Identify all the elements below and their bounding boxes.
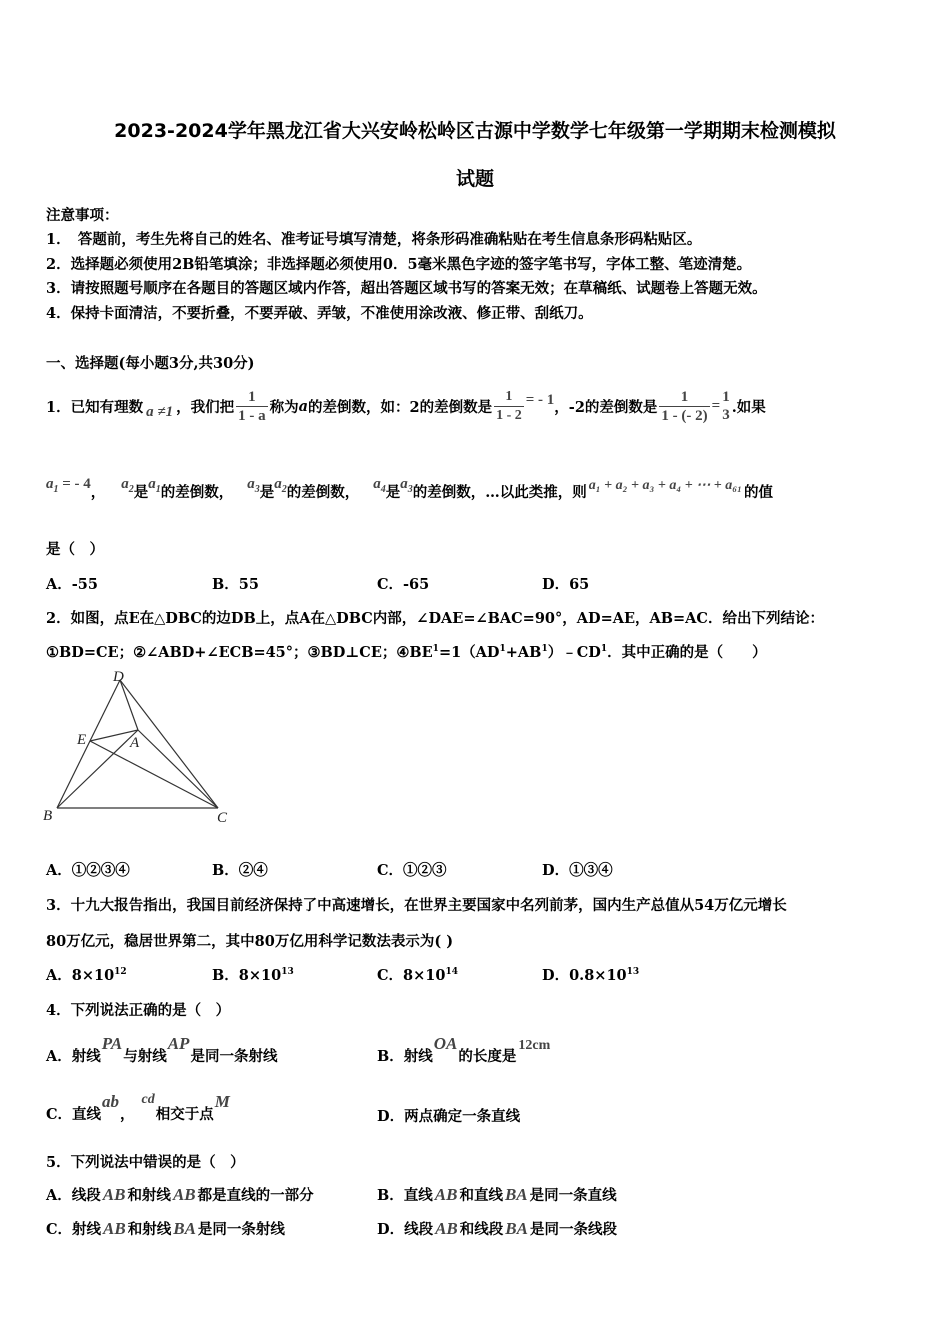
math-value: 12cm [518, 1038, 551, 1053]
math-var: a [400, 475, 408, 492]
notice-item: 1． 答题前，考生先将自己的姓名、准考证号填写清楚，将条形码准确粘贴在考生信息条形码粘贴区。 [46, 231, 702, 248]
q5-text: D．线段 [377, 1221, 434, 1238]
fraction-numerator: 1 [722, 389, 730, 405]
q1-eq: = - 1 [525, 391, 555, 408]
line-DA [120, 680, 138, 730]
option-label: D．0.8×10 [542, 967, 627, 984]
q4-text: 与射线 [123, 1048, 167, 1065]
math-var: PA [101, 1034, 123, 1053]
label-C: C [217, 810, 228, 826]
line-AC [138, 730, 218, 808]
label-E: E [77, 732, 87, 748]
q4-option-b [377, 1034, 550, 1066]
q5-option-b [377, 1184, 617, 1205]
q3-option-d [542, 964, 639, 985]
fraction-denominator: 1 - (- 2) [661, 407, 708, 424]
line-BA [57, 730, 138, 808]
q5-text: 都是直线的一部分 [197, 1187, 314, 1204]
q5-text: 是同一条直线 [529, 1187, 617, 1204]
q4-option-d: D．两点确定一条直线 [377, 1108, 521, 1125]
math-var: OA [433, 1034, 458, 1053]
q2-option-a: A．①②③④ [46, 862, 130, 879]
q1-text: 是 [385, 483, 401, 501]
section-heading: 一、选择题(每小题3分,共30分) [46, 355, 255, 372]
q1-text: 是 [133, 483, 149, 501]
page-title: 2023-2024学年黑龙江省大兴安岭松岭区古源中学数学七年级第一学期期末检测模拟 [114, 120, 836, 142]
q1-a2b [274, 476, 287, 495]
math-sub: 1 [53, 483, 59, 495]
q1-fraction-3 [659, 388, 709, 425]
q2-option-b: B．②④ [212, 862, 268, 879]
line-EC [90, 741, 218, 808]
q1-condition: a ≠1 [146, 403, 174, 420]
q4-option-c [46, 1092, 230, 1124]
q1-a4 [373, 476, 386, 495]
q1-option-a: A．-55 [46, 576, 98, 593]
option-label: A．8×10 [46, 967, 115, 984]
q3-option-c [377, 964, 458, 985]
q1-a3 [247, 476, 260, 495]
q1-a3b [400, 476, 413, 495]
q1-option-c: C．-65 [377, 576, 430, 593]
math-var: cd [141, 1092, 155, 1107]
math-var: AB [102, 1185, 126, 1204]
q4-text: 是同一条射线 [190, 1048, 278, 1065]
q4-text: ， [120, 1106, 135, 1123]
q1-text: 的值 [743, 483, 773, 501]
math-var: AB [434, 1185, 458, 1204]
q1-line2 [46, 476, 773, 506]
math-sub: 1 [155, 483, 161, 495]
q1-line3: 是（ ） [46, 541, 104, 558]
q4-text: 相交于点 [155, 1106, 214, 1123]
q4-option-a [46, 1034, 277, 1066]
notice-item: 2．选择题必须使用2B铅笔填涂；非选择题必须使用0．5毫米黑色字迹的签字笔书写，字体工整、笔迹清楚。 [46, 256, 752, 273]
superscript: 1 [600, 644, 608, 655]
math-sub: 3 [407, 483, 413, 495]
q1-option-d: D．65 [542, 576, 590, 593]
q3-line1: 3．十九大报告指出，我国目前经济保持了中高速增长，在世界主要国家中名列前茅，国内生产总值从54万亿元增长 [46, 897, 787, 914]
math-var: M [214, 1092, 230, 1111]
q2-option-d: D．①③④ [542, 862, 613, 879]
q1-text: 的差倒数，…以此类推，则 [412, 483, 587, 501]
fraction-denominator: 3 [722, 407, 730, 423]
q1-fraction-2 [494, 388, 524, 425]
q1-text: 称为 [269, 398, 299, 416]
line-DB [57, 680, 120, 808]
q5-option-a [46, 1184, 314, 1205]
q1-text: 的差倒数，如：2的差倒数是 [307, 398, 493, 416]
option-label: B．8×10 [212, 967, 282, 984]
q1-a2 [121, 476, 134, 495]
notice-heading: 注意事项： [46, 207, 119, 224]
math-var: AB [435, 1219, 458, 1238]
q2-text: ）﹣CD [547, 644, 601, 661]
q2-option-c: C．①②③ [377, 862, 447, 879]
q1-fraction-4 [720, 388, 732, 424]
q2-triangle-figure [40, 668, 250, 830]
superscript: 1 [499, 644, 506, 655]
math-sub: 2 [128, 483, 134, 495]
q4-text: 的长度是 [458, 1048, 517, 1065]
math-var: AB [172, 1185, 196, 1204]
q2-line2 [46, 641, 767, 662]
q1-text: .如果 [731, 398, 766, 416]
math-sub: 4 [380, 483, 386, 495]
q1-sum-expression: a₁ + a₂ + a₃ + a₄ + ⋯ + a₆₁ [588, 477, 742, 493]
q1-text: 的差倒数， [160, 483, 234, 501]
q1-a1 [46, 476, 91, 495]
superscript: 1 [541, 644, 548, 655]
math-var: ab [102, 1092, 120, 1111]
q4-text: A．射线 [46, 1048, 101, 1065]
q5-text: A．线段 [46, 1187, 101, 1204]
q1-text: ， [90, 483, 106, 501]
fraction-numerator: 1 [680, 388, 689, 405]
q5-text: 是同一条线段 [529, 1221, 617, 1238]
math-var: BA [173, 1219, 196, 1238]
fraction-numerator: 1 [248, 388, 256, 405]
math-var: a [373, 475, 381, 492]
math-var: a [274, 475, 282, 492]
q5-text: C．射线 [46, 1221, 102, 1238]
q5-text: 和射线 [127, 1187, 171, 1204]
superscript: 1 [432, 644, 439, 655]
math-var: a [148, 475, 156, 492]
q1-var: a [298, 397, 308, 415]
exponent: 13 [281, 967, 294, 978]
q1-text: 是 [259, 483, 275, 501]
q5-text: 和射线 [127, 1221, 172, 1238]
q2-text: =1（AD [438, 644, 500, 661]
math-var: a [121, 475, 129, 492]
q4-text: C．直线 [46, 1106, 102, 1123]
q5-text: 和线段 [459, 1221, 504, 1238]
exponent: 13 [626, 967, 640, 978]
q5-text: B．直线 [377, 1187, 433, 1204]
fraction-denominator: 1 - 2 [496, 407, 522, 423]
exponent: 14 [445, 967, 458, 978]
math-val: = - 4 [58, 475, 91, 492]
q1-fraction-1 [236, 388, 268, 425]
q2-text: ．其中正确的是（ ） [607, 644, 767, 661]
exponent: 12 [114, 967, 127, 978]
fraction-denominator: 1 - a [238, 407, 266, 424]
math-sub: 2 [281, 483, 287, 495]
q3-option-a [46, 964, 127, 985]
math-var: a [46, 475, 54, 492]
q1-text: 1．已知有理数 [46, 398, 144, 416]
q2-text: ①BD=CE；②∠ABD+∠ECB=45°；③BD⊥CE；④BE [46, 644, 433, 661]
q2-text: +AB [505, 644, 542, 661]
q3-option-b [212, 964, 294, 985]
q3-line2: 80万亿元，稳居世界第二，其中80万亿用科学记数法表示为( ) [46, 933, 454, 950]
page-title-line2: 试题 [455, 168, 494, 190]
q5-option-c [46, 1218, 285, 1239]
q5-option-d [377, 1218, 617, 1239]
q5-text: 是同一条射线 [197, 1221, 285, 1238]
label-A: A [130, 735, 140, 751]
label-B: B [43, 808, 53, 824]
q4-text: B．射线 [377, 1048, 433, 1065]
math-var: AB [103, 1219, 126, 1238]
notice-item: 4．保持卡面清洁，不要折叠，不要弄破、弄皱，不准使用涂改液、修正带、刮纸刀。 [46, 305, 593, 322]
q1-eq: = [711, 397, 721, 414]
q1-line1 [46, 382, 766, 430]
q1-text: 的差倒数， [286, 483, 360, 501]
q4-stem: 4．下列说法正确的是（ ） [46, 1002, 231, 1019]
math-var: BA [504, 1185, 528, 1204]
q2-line1: 2．如图，点E在△DBC的边DB上，点A在△DBC内部，∠DAE=∠BAC=90°，AD=AE，AB=AC．给出下列结论： [46, 610, 824, 627]
math-var: BA [505, 1219, 528, 1238]
q5-stem: 5．下列说法中错误的是（ ） [46, 1154, 245, 1171]
fraction-numerator: 1 [505, 388, 513, 404]
q1-text: ，-2的差倒数是 [554, 398, 658, 416]
math-var: a [247, 475, 255, 492]
option-label: C．8×10 [377, 967, 446, 984]
label-D: D [113, 669, 124, 685]
math-sub: 3 [254, 483, 260, 495]
q1-a1b [148, 476, 161, 495]
q1-option-b: B．55 [212, 576, 259, 593]
math-var: AP [167, 1034, 190, 1053]
notice-item: 3．请按照题号顺序在各题目的答题区域内作答，超出答题区域书写的答案无效；在草稿纸、试题卷上答题无效。 [46, 280, 767, 297]
q5-text: 和直线 [459, 1187, 503, 1204]
q1-text: ，我们把 [176, 398, 235, 416]
